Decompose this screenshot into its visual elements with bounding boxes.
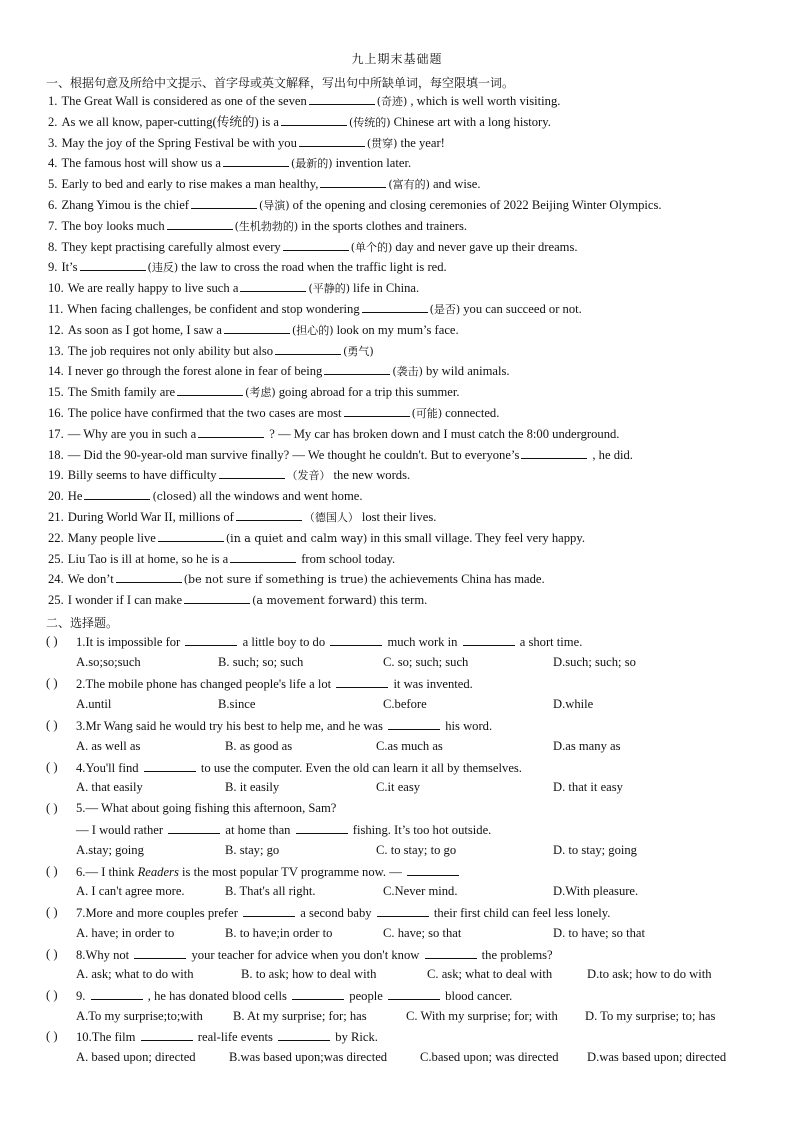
item-text: the year! (400, 135, 445, 150)
question-text: it was invented. (393, 677, 473, 691)
question-text: a second baby (300, 906, 372, 920)
question-text: — I would rather (76, 823, 164, 837)
answer-paren: ( ) (46, 801, 58, 815)
answer-blank[interactable] (141, 1029, 193, 1041)
option-b[interactable]: B. to ask; how to deal with (241, 967, 377, 981)
item-text: — Why are you in such a (67, 426, 197, 441)
fill-in-item (48, 301, 582, 318)
answer-paren: ( ) (46, 676, 58, 690)
answer-paren: ( ) (46, 718, 58, 732)
item-hint: （发音） (286, 469, 331, 483)
section1-heading: 一、根据句意及所给中文提示、首字母或英文解释，写出句中所缺单词，每空限填一词。 (46, 76, 515, 90)
item-text: invention later. (335, 156, 412, 171)
answer-paren: ( ) (46, 988, 58, 1002)
answer-blank[interactable] (275, 343, 341, 355)
question-9 (76, 988, 512, 1004)
answer-blank[interactable] (167, 218, 233, 230)
item-number: 15. (48, 385, 64, 400)
option-b[interactable]: B. it easily (225, 780, 280, 794)
question-text: Mr Wang said he would try his best to help me, and he was (85, 719, 383, 733)
item-number: 22. (48, 530, 64, 545)
item-hint: (导演) (259, 199, 290, 212)
option-b[interactable]: B. stay; go (225, 843, 280, 857)
answer-blank[interactable] (177, 384, 243, 396)
option-d[interactable]: D. to stay; going (553, 843, 637, 857)
item-number: 6. (48, 198, 58, 212)
question-text: — I think (85, 865, 135, 879)
item-hint: (富有的) (388, 178, 430, 192)
answer-blank[interactable] (236, 509, 302, 521)
answer-blank[interactable] (198, 426, 264, 438)
item-text: I wonder if I can make (67, 593, 183, 608)
fill-in-item (48, 592, 427, 609)
option-d[interactable]: D. To my surprise; to; has (585, 1009, 716, 1023)
item-text: Billy seems to have difficulty (67, 468, 217, 483)
item-number: 12. (48, 322, 64, 337)
item-number: 2. (48, 114, 58, 129)
fill-in-item (48, 197, 662, 214)
question-text: much work in (387, 635, 458, 649)
question-text: The film (91, 1030, 136, 1044)
question-2 (76, 676, 473, 692)
item-number: 4. (48, 156, 58, 171)
answer-blank[interactable] (362, 301, 428, 313)
question-number: 7. (76, 906, 86, 920)
answer-blank[interactable] (324, 363, 390, 375)
option-c[interactable]: C. With my surprise; for; with (406, 1009, 558, 1023)
fill-in-item (48, 405, 499, 422)
item-hint: (a movement forward) (252, 594, 377, 608)
item-text: look on my mum’s face. (336, 322, 459, 337)
item-text: The police have confirmed that the two cases are most (67, 406, 342, 420)
answer-blank[interactable] (80, 259, 146, 271)
answer-blank[interactable] (116, 571, 182, 583)
item-number: 14. (48, 364, 64, 379)
item-number: 10. (48, 281, 64, 296)
answer-blank[interactable] (281, 114, 347, 126)
item-number: 7. (48, 218, 58, 233)
question-number: 9. (76, 989, 86, 1003)
item-hint: (贯穿) (366, 136, 398, 150)
question-text: your teacher for advice when you don't know (191, 948, 420, 962)
item-text: The famous host will show us a (61, 156, 221, 171)
answer-blank[interactable] (185, 634, 237, 646)
fill-in-item (48, 509, 436, 526)
question-text: to use the computer. Even the old can learn it all by themselves. (200, 761, 522, 775)
answer-blank[interactable] (91, 988, 143, 1000)
item-hint: (closed) (152, 490, 197, 504)
question-text: his word. (445, 719, 493, 733)
option-c[interactable]: C. so; such; such (383, 655, 469, 669)
item-text: Many people live (67, 530, 156, 545)
question-10 (76, 1029, 378, 1045)
item-text: As we all know, paper-cutting(传统的) is a (61, 114, 279, 129)
question-text: their first child can feel less lonely. (433, 906, 611, 920)
answer-blank[interactable] (377, 905, 429, 917)
item-text: , which is well worth visiting. (410, 94, 561, 108)
answer-blank[interactable] (84, 488, 150, 500)
item-text: It’s (61, 260, 78, 275)
option-c[interactable]: C. have; so that (383, 926, 462, 940)
question-text: fishing. It’s too hot outside. (352, 823, 492, 837)
item-number: 18. (48, 447, 64, 462)
question-6 (76, 864, 461, 880)
item-hint: (be not sure if something is true) (183, 573, 368, 587)
option-a[interactable]: A. ask; what to do with (76, 967, 194, 981)
fill-in-item (48, 322, 459, 339)
item-text: May the joy of the Spring Festival be with you (61, 135, 297, 150)
item-hint: (袭击) (392, 365, 423, 379)
fill-in-item (48, 467, 410, 484)
option-a[interactable]: A.until (76, 697, 112, 711)
fill-in-item (48, 530, 585, 547)
item-hint: （德国人） (303, 511, 359, 524)
option-b[interactable]: B. to have;in order to (225, 926, 333, 940)
fill-in-item (48, 426, 619, 442)
item-text: from school today. (301, 551, 396, 566)
question-text: — What about going fishing this afternoon, Sam? (85, 801, 337, 815)
option-d[interactable]: D.while (553, 697, 594, 711)
answer-blank[interactable] (425, 947, 477, 959)
item-text: I never go through the forest alone in fear of being (67, 364, 323, 379)
option-d[interactable]: D.to ask; how to do with (587, 967, 712, 981)
question-number: 6. (76, 865, 86, 879)
item-text: Zhang Yimou is the chief (61, 198, 189, 212)
item-number: 16. (48, 406, 64, 420)
answer-blank[interactable] (330, 634, 382, 646)
answer-blank[interactable] (191, 197, 257, 209)
item-hint: (勇气) (343, 344, 374, 358)
fill-in-item (48, 488, 363, 505)
option-a[interactable]: A.so;so;such (76, 655, 141, 669)
item-text: life in China. (353, 281, 420, 296)
option-c[interactable]: C.it easy (376, 780, 421, 794)
question-text: More and more couples prefer (85, 906, 238, 920)
option-b[interactable]: B. That's all right. (225, 884, 316, 898)
page-title: 九上期末基础题 (351, 52, 443, 66)
answer-blank[interactable] (219, 467, 285, 479)
question-1 (76, 634, 582, 650)
question-5-line-2 (76, 822, 491, 838)
question-text: the problems? (481, 948, 553, 962)
fill-in-item (48, 114, 551, 131)
question-7 (76, 905, 610, 921)
item-text: in this small village. They feel very happy. (370, 530, 585, 545)
item-text: Early to bed and early to rise makes a man healthy, (61, 177, 319, 192)
question-text: Why not (85, 948, 130, 962)
item-text: We don’t (67, 572, 114, 587)
option-d[interactable]: D.was based upon; directed (587, 1050, 727, 1064)
fill-in-item (48, 384, 460, 401)
item-text: this term. (379, 593, 428, 608)
item-number: 9. (48, 260, 58, 275)
option-d[interactable]: D.such; such; so (553, 655, 636, 669)
item-text: the achievements China has made. (370, 572, 545, 587)
question-number: 3. (76, 719, 86, 733)
programme-title: Readers (137, 865, 179, 879)
fill-in-item (48, 363, 510, 380)
answer-blank[interactable] (296, 822, 348, 834)
item-number: 5. (48, 177, 58, 192)
answer-blank[interactable] (168, 822, 220, 834)
answer-paren: ( ) (46, 905, 58, 919)
answer-blank[interactable] (299, 135, 365, 147)
option-a[interactable]: A.To my surprise;to;with (76, 1009, 203, 1023)
answer-blank[interactable] (144, 760, 196, 772)
option-d[interactable]: D. to have; so that (553, 926, 645, 940)
answer-blank[interactable] (336, 676, 388, 688)
answer-blank[interactable] (224, 322, 290, 334)
item-number: 24. (48, 572, 64, 587)
item-number: 19. (48, 468, 64, 483)
answer-blank[interactable] (388, 718, 440, 730)
answer-blank[interactable] (184, 592, 250, 604)
option-d[interactable]: D.as many as (553, 739, 621, 753)
item-text: He (67, 489, 83, 504)
item-text: — Did the 90-year-old man survive finally? — We thought he couldn't. But to everyone’s (67, 447, 520, 462)
answer-paren: ( ) (46, 1029, 58, 1043)
item-number: 21. (48, 510, 64, 524)
question-text: at home than (225, 823, 291, 837)
question-4 (76, 760, 522, 776)
question-8 (76, 947, 553, 963)
answer-blank[interactable] (521, 447, 587, 459)
item-hint: (是否) (429, 303, 461, 316)
question-text: You'll find (85, 761, 139, 775)
answer-paren: ( ) (46, 864, 58, 878)
item-text: of the opening and closing ceremonies of 2022 Beijing Winter Olympics. (292, 198, 662, 212)
item-hint: (违反) (147, 261, 179, 275)
item-hint: (单个的) (350, 240, 393, 254)
item-text: day and never gave up their dreams. (395, 239, 578, 254)
answer-blank[interactable] (292, 988, 344, 1000)
answer-blank[interactable] (407, 864, 459, 876)
option-c[interactable]: C.as much as (376, 739, 443, 753)
option-d[interactable]: D.With pleasure. (553, 884, 639, 898)
item-hint: (传统的) (348, 115, 391, 129)
option-c[interactable]: C. ask; what to deal with (427, 967, 553, 981)
answer-blank[interactable] (223, 155, 289, 167)
fill-in-item (48, 571, 545, 588)
item-text: and wise. (432, 177, 481, 192)
question-number: 8. (76, 948, 86, 962)
option-b[interactable]: B. such; so; such (218, 655, 304, 669)
item-hint: (平静的) (308, 282, 351, 296)
question-number: 2. (76, 677, 86, 691)
item-hint: (担心的) (292, 323, 334, 337)
option-a[interactable]: A. as well as (76, 739, 141, 753)
question-text: a little boy to do (242, 635, 326, 649)
item-text: We are really happy to live such a (67, 281, 239, 296)
option-c[interactable]: C.Never mind. (383, 884, 458, 898)
item-number: 8. (48, 239, 58, 254)
option-d[interactable]: D. that it easy (553, 780, 623, 794)
option-c[interactable]: C. to stay; to go (376, 843, 457, 857)
fill-in-item (48, 447, 633, 463)
item-hint: (生机勃勃的) (234, 219, 299, 233)
fill-in-item (48, 176, 481, 193)
answer-blank[interactable] (344, 405, 410, 417)
question-number: 10. (76, 1030, 92, 1044)
option-a[interactable]: A. have; in order to (76, 926, 175, 940)
item-text: ? — My car has broken down and I must catch the 8:00 underground. (269, 426, 620, 441)
question-number: 4. (76, 761, 86, 775)
fill-in-item (48, 551, 395, 567)
answer-blank[interactable] (278, 1029, 330, 1041)
question-text: blood cancer. (445, 989, 513, 1003)
item-text: going abroad for a trip this summer. (278, 385, 460, 400)
fill-in-item (48, 259, 447, 276)
question-text: by Rick. (335, 1030, 378, 1044)
item-text: The boy looks much (61, 218, 165, 233)
answer-blank[interactable] (283, 239, 349, 251)
item-text: As soon as I got home, I saw a (67, 322, 222, 337)
answer-blank[interactable] (134, 947, 186, 959)
option-a[interactable]: A. based upon; directed (76, 1050, 196, 1064)
answer-blank[interactable] (463, 634, 515, 646)
answer-blank[interactable] (309, 93, 375, 105)
item-text: , he did. (592, 447, 633, 462)
answer-blank[interactable] (230, 551, 296, 563)
question-number: 5. (76, 801, 86, 815)
fill-in-item (48, 218, 467, 235)
option-b[interactable]: B. At my surprise; for; has (233, 1009, 367, 1023)
question-text: , he has donated blood cells (147, 989, 287, 1003)
item-text: by wild animals. (425, 364, 510, 379)
question-3 (76, 718, 492, 734)
option-b[interactable]: B. as good as (225, 739, 293, 753)
answer-blank[interactable] (243, 905, 295, 917)
item-text: you can succeed or not. (463, 302, 582, 316)
item-text: the law to cross the road when the traffic light is red. (181, 260, 447, 275)
item-hint: (可能) (411, 407, 443, 420)
answer-blank[interactable] (158, 530, 224, 542)
item-hint: (in a quiet and calm way) (225, 531, 368, 545)
item-text: in the sports clothes and trainers. (301, 218, 468, 233)
fill-in-item (48, 135, 445, 152)
answer-paren: ( ) (46, 760, 58, 774)
item-number: 20. (48, 489, 64, 504)
fill-in-item (48, 239, 578, 256)
item-hint: (考虑) (245, 386, 276, 400)
option-a[interactable]: A. I can't agree more. (76, 884, 185, 898)
item-text: The Great Wall is considered as one of the seven (61, 94, 307, 108)
question-text: The mobile phone has changed people's life a lot (85, 677, 332, 691)
item-text: the new words. (333, 468, 411, 483)
answer-blank[interactable] (240, 280, 306, 292)
item-hint: (奇迹) (376, 95, 408, 108)
fill-in-item (48, 93, 560, 110)
answer-blank[interactable] (320, 176, 386, 188)
answer-paren: ( ) (46, 634, 58, 648)
item-text: connected. (445, 406, 500, 420)
item-text: The Smith family are (67, 385, 176, 400)
fill-in-item (48, 280, 419, 297)
item-text: The job requires not only ability but also (67, 343, 274, 358)
option-b[interactable]: B.since (218, 697, 256, 711)
item-number: 25. (48, 551, 64, 566)
question-text: people (349, 989, 383, 1003)
item-number: 3. (48, 135, 58, 150)
option-b[interactable]: B.was based upon;was directed (229, 1050, 388, 1064)
question-text: is the most popular TV programme now. — (182, 865, 402, 879)
fill-in-item (48, 155, 411, 172)
item-number: 25. (48, 593, 64, 608)
option-c[interactable]: C.based upon; was directed (420, 1050, 559, 1064)
item-text: Chinese art with a long history. (393, 114, 551, 129)
question-text: It is impossible for (85, 635, 181, 649)
question-number: 1. (76, 635, 86, 649)
item-hint: (最新的) (290, 157, 333, 171)
answer-paren: ( ) (46, 947, 58, 961)
item-number: 17. (48, 426, 64, 441)
item-text: all the windows and went home. (199, 489, 363, 504)
item-text: During World War II, millions of (67, 510, 234, 524)
item-text: They kept practising carefully almost every (61, 239, 281, 254)
item-number: 13. (48, 343, 64, 358)
answer-blank[interactable] (388, 988, 440, 1000)
item-text: lost their lives. (361, 510, 437, 524)
section2-heading: 二、选择题。 (46, 616, 119, 630)
option-a[interactable]: A. that easily (76, 780, 143, 794)
option-a[interactable]: A.stay; going (76, 843, 144, 857)
option-c[interactable]: C.before (383, 697, 427, 711)
question-5 (76, 801, 336, 816)
question-text: real-life events (197, 1030, 273, 1044)
question-text: a short time. (519, 635, 583, 649)
item-text: When facing challenges, be confident and stop wondering (67, 302, 360, 316)
item-text: Liu Tao is ill at home, so he is a (67, 551, 229, 566)
fill-in-item (48, 343, 374, 360)
item-number: 11. (48, 302, 64, 316)
item-number: 1. (48, 94, 58, 108)
